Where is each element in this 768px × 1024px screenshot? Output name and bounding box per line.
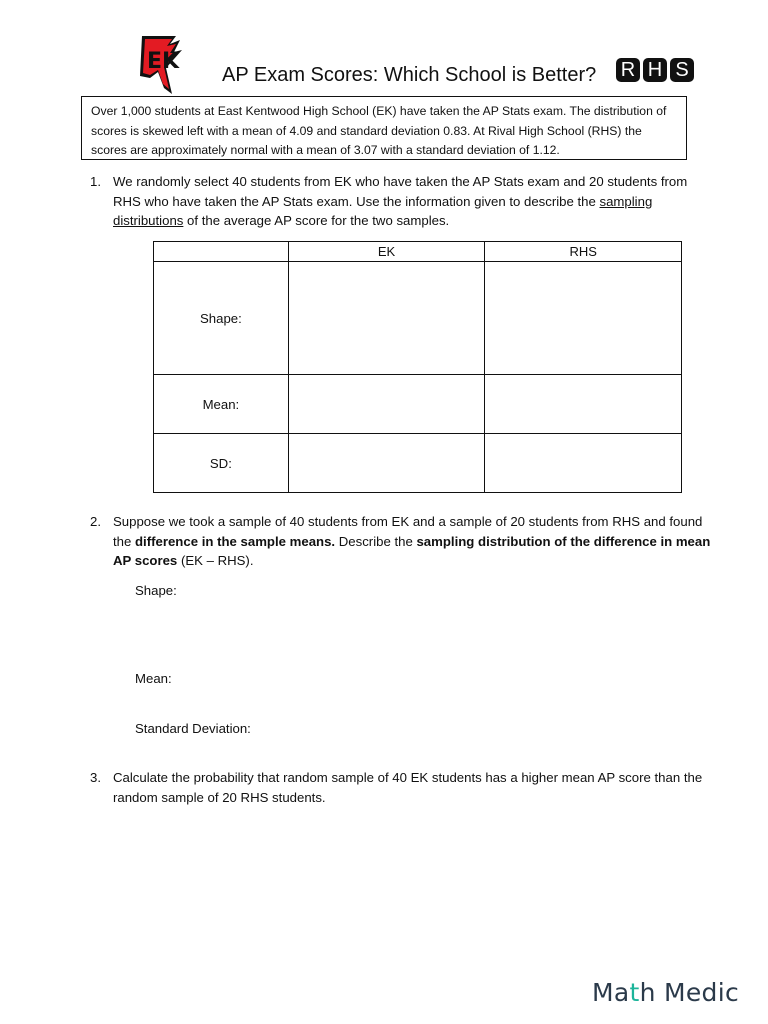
ek-logo: [136, 32, 186, 98]
table-header-rhs: RHS: [485, 242, 682, 262]
answer-label-mean: Mean:: [135, 671, 172, 686]
brand-text-accent: t: [629, 978, 640, 1007]
math-medic-logo: [592, 978, 739, 1007]
question-text-part: Describe the: [335, 533, 417, 549]
answer-cell[interactable]: [485, 262, 682, 375]
answer-cell[interactable]: [485, 434, 682, 493]
sampling-distribution-table: [153, 241, 682, 493]
rhs-logo-letter: S: [670, 58, 694, 82]
question-text-part: We randomly select 40 students from EK who have taken the AP Stats exam and 20 students from RHS who have taken the AP Stats exam. Use the information given to describe the: [113, 174, 688, 209]
answer-cell[interactable]: [288, 375, 485, 434]
page-title: AP Exam Scores: Which School is Better?: [222, 64, 597, 86]
rhs-logo-letter: R: [616, 58, 640, 82]
row-label-sd: SD:: [154, 434, 289, 493]
rhs-logo: [616, 58, 694, 82]
question-number: 2.: [90, 514, 101, 529]
bold-term: difference in the sample means.: [135, 533, 336, 549]
brand-text: h Medic: [639, 978, 740, 1007]
intro-box: Over 1,000 students at East Kentwood High School (EK) have taken the AP Stats exam. The distribution of scores is skewed left with a mean of 4.09 and standard deviation 0.83. At Rival High School (RHS) the scores are approximately normal with a mean of 3.07 with a standard deviation of 1.12.: [81, 96, 687, 160]
question-text: [113, 512, 713, 571]
answer-cell[interactable]: [288, 434, 485, 493]
answer-cell[interactable]: [485, 375, 682, 434]
question-number: 3.: [90, 770, 101, 785]
answer-label-shape: Shape:: [135, 583, 177, 598]
question-text-part: Suppose we took a sample of 40 students from EK and a sample of 20 students from RHS and found the: [113, 514, 703, 549]
table-header-ek: EK: [288, 242, 485, 262]
answer-label-sd: Standard Deviation:: [135, 721, 251, 736]
question-text-part: of the average AP score for the two samples.: [183, 213, 450, 229]
row-label-shape: Shape:: [154, 262, 289, 375]
underlined-term: sampling distributions: [113, 193, 653, 229]
question-text-part: (EK – RHS).: [177, 553, 254, 569]
table-header-blank: [154, 242, 289, 262]
ek-logo-text: EK: [147, 49, 180, 74]
brand-text: Ma: [592, 978, 630, 1007]
question-text: Calculate the probability that random sample of 40 EK students has a higher mean AP score than the random sample of 20 RHS students.: [113, 770, 703, 805]
question-number: 1.: [90, 174, 101, 189]
answer-cell[interactable]: [288, 262, 485, 375]
bold-term: sampling distribution of the difference in mean AP scores: [113, 533, 711, 569]
row-label-mean: Mean:: [154, 375, 289, 434]
question-text: [113, 172, 713, 231]
rhs-logo-letter: H: [643, 58, 667, 82]
